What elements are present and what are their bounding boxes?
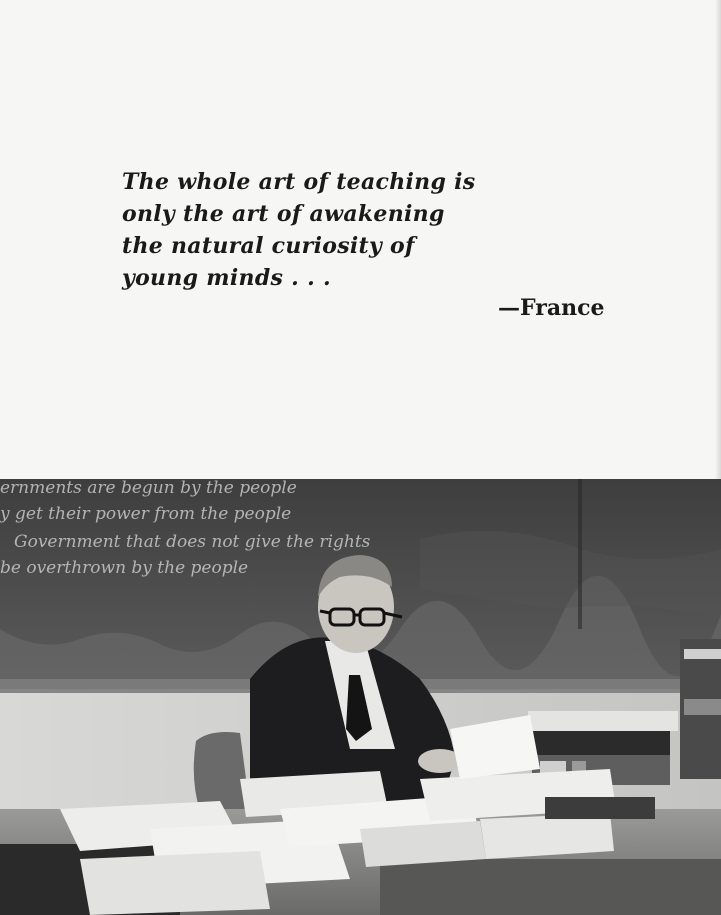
chalk-line: Government that does not give the rights: [14, 532, 371, 552]
quote-block: [122, 166, 542, 294]
page-edge-shadow: [715, 0, 721, 479]
quote-line: the natural curiosity of: [122, 233, 415, 259]
desk-edge: [380, 859, 721, 915]
chalk-line: be overthrown by the people: [0, 558, 249, 578]
quote-attribution: —France: [498, 295, 605, 321]
chalk-line: y get their power from the people: [0, 504, 292, 524]
classroom-photo: [0, 479, 721, 915]
quote-line: The whole art of teaching is: [122, 169, 476, 195]
chalk-line: ernments are begun by the people: [0, 479, 297, 498]
quote-line: young minds . . .: [122, 265, 331, 291]
quote-line: only the art of awakening: [122, 201, 445, 227]
board-divider: [578, 479, 582, 629]
